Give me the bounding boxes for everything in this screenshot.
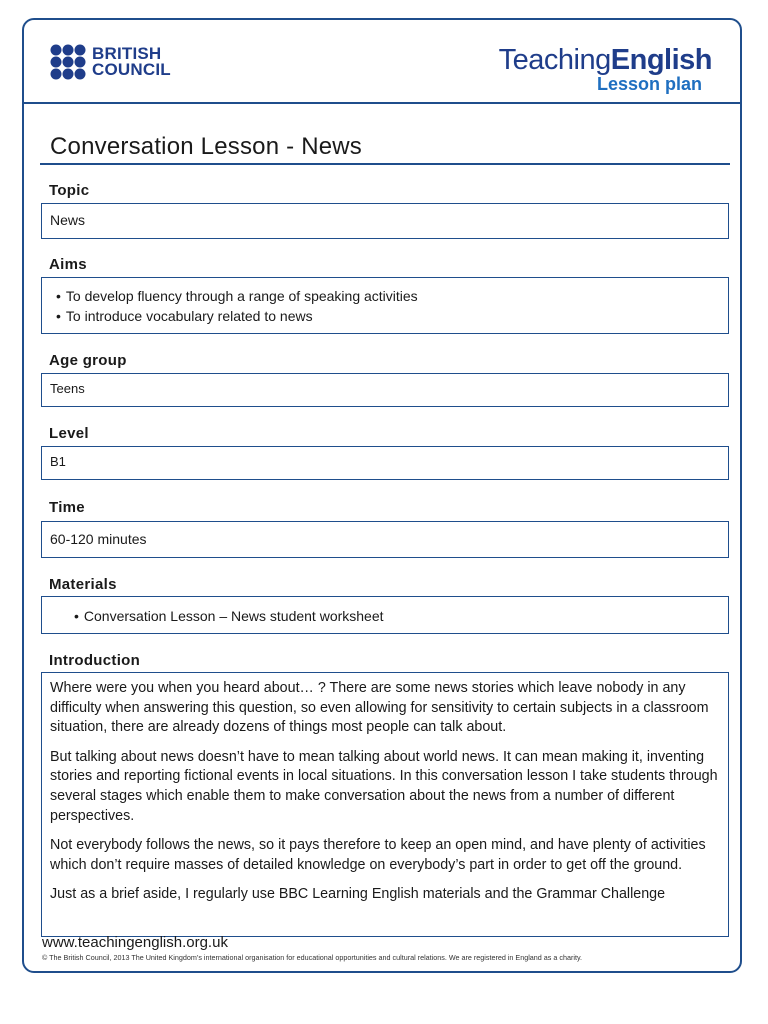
aims-item: • To introduce vocabulary related to news — [56, 306, 418, 326]
aims-box — [41, 277, 729, 334]
introduction-label: Introduction — [49, 652, 141, 669]
te-title-light: Teaching — [498, 44, 611, 76]
age-group-box — [41, 373, 729, 407]
topic-box — [41, 203, 729, 239]
materials-label: Materials — [49, 576, 117, 593]
lesson-plan-subtitle: Lesson plan — [596, 74, 702, 94]
page-header — [22, 18, 742, 104]
footer-url-link[interactable]: www.teachingenglish.org.uk — [42, 934, 228, 951]
introduction-body — [50, 679, 720, 915]
topic-value: News — [50, 212, 86, 228]
materials-item: • Conversation Lesson – News student worksheet — [74, 606, 384, 626]
title-divider — [40, 163, 730, 165]
time-label: Time — [49, 499, 85, 516]
aims-label: Aims — [49, 256, 87, 273]
te-title-bold: English — [610, 44, 712, 76]
level-value: B1 — [50, 454, 66, 469]
introduction-box — [41, 672, 729, 937]
introduction-paragraph: Not everybody follows the news, so it pays therefore to keep an open mind, and have plenty of activities which don’t require masses of detailed knowledge on everybody’s part in order to get off the ground. — [50, 837, 706, 873]
footer-copyright: © The British Council, 2013 The United Kingdom’s international organisation for educational opportunities and cultural relations. We are registered in England as a charity. — [42, 953, 583, 962]
teaching-english-logo — [499, 44, 712, 95]
british-council-line2: COUNCIL — [92, 60, 171, 79]
age-group-label: Age group — [49, 352, 127, 369]
page-title: Conversation Lesson - News — [50, 133, 363, 160]
materials-box — [41, 596, 729, 634]
time-value: 60-120 minutes — [50, 531, 147, 547]
introduction-paragraph: Just as a brief aside, I regularly use BBC Learning English materials and the Grammar Challenge — [50, 886, 666, 903]
level-box — [41, 446, 729, 480]
british-council-wordmark — [92, 46, 171, 78]
time-box — [41, 521, 729, 558]
aims-list — [56, 286, 418, 326]
british-council-dots-icon — [50, 44, 86, 80]
british-council-line1: BRITISH — [92, 44, 162, 63]
aims-item: • To develop fluency through a range of speaking activities — [56, 286, 418, 306]
teaching-english-wordmark — [499, 44, 712, 76]
materials-list — [74, 606, 384, 626]
introduction-paragraph: But talking about news doesn’t have to mean talking about world news. It can mean making it, inventing stories and reporting fictional events in local situations. In this conversation lesson I take students through several stages which enable them to make conversation about the news from a number of different perspectives. — [50, 748, 718, 824]
age-group-value: Teens — [50, 381, 85, 396]
level-label: Level — [49, 425, 89, 442]
topic-label: Topic — [49, 182, 90, 199]
introduction-paragraph: Where were you when you heard about… ? There are some news stories which leave nobody in any difficulty when answering this question, so even allowing for sensitivity to certain subjects in a classroom situation, there are already dozens of things most people can talk about. — [50, 680, 709, 736]
british-council-logo — [50, 44, 171, 80]
